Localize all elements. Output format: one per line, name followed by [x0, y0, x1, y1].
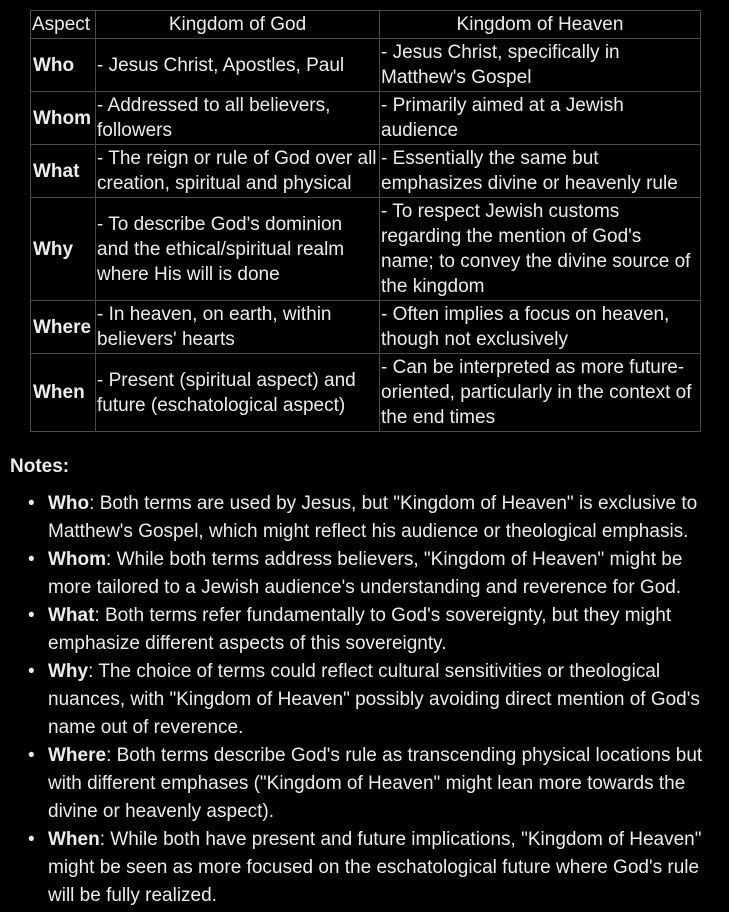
kingdom-of-heaven-cell: - Can be interpreted as more future-oriented, particularly in the context of the end times: [380, 354, 701, 432]
list-item: [28, 658, 722, 742]
note-text: : While both have present and future implications, "Kingdom of Heaven" might be seen as more focused on the eschatological future where God's rule will be fully realized.: [48, 829, 702, 906]
list-item: [28, 742, 722, 826]
bullet-icon: •: [28, 549, 35, 570]
table-row: [31, 39, 701, 92]
column-header-kingdom-of-god: Kingdom of God: [96, 11, 380, 39]
note-term: Who: [48, 493, 90, 514]
table-row: [31, 145, 701, 198]
note-text: : Both terms refer fundamentally to God's sovereignty, but they might emphasize different aspects of this sovereignty.: [48, 605, 672, 654]
kingdom-of-heaven-cell: - Jesus Christ, specifically in Matthew's Gospel: [380, 39, 701, 92]
note-term: Whom: [48, 549, 107, 570]
kingdom-of-god-cell: - To describe God's dominion and the ethical/spiritual realm where His will is done: [96, 198, 380, 301]
notes-list: [10, 490, 722, 910]
list-item: [28, 826, 722, 910]
bullet-icon: •: [28, 829, 35, 850]
aspect-cell: What: [31, 145, 96, 198]
column-header-aspect: Aspect: [31, 11, 96, 39]
kingdom-of-heaven-cell: - Primarily aimed at a Jewish audience: [380, 92, 701, 145]
table-header-row: [31, 11, 701, 39]
kingdom-of-god-cell: - In heaven, on earth, within believers' hearts: [96, 301, 380, 354]
note-term: Why: [48, 661, 89, 682]
notes-heading: Notes:: [10, 456, 70, 477]
table-body: [31, 39, 701, 432]
aspect-cell: Where: [31, 301, 96, 354]
column-header-kingdom-of-heaven: Kingdom of Heaven: [380, 11, 701, 39]
kingdom-of-heaven-cell: - To respect Jewish customs regarding the mention of God's name; to convey the divine source of the kingdom: [380, 198, 701, 301]
notes-section: [10, 453, 722, 910]
bullet-icon: •: [28, 661, 35, 682]
kingdom-of-heaven-cell: - Often implies a focus on heaven, though not exclusively: [380, 301, 701, 354]
comparison-table-container: [30, 10, 701, 432]
kingdom-of-heaven-cell: - Essentially the same but emphasizes divine or heavenly rule: [380, 145, 701, 198]
bullet-icon: •: [28, 605, 35, 626]
kingdom-of-god-cell: - The reign or rule of God over all creation, spiritual and physical: [96, 145, 380, 198]
kingdom-of-god-cell: - Present (spiritual aspect) and future (eschatological aspect): [96, 354, 380, 432]
table-row: [31, 354, 701, 432]
table-row: [31, 301, 701, 354]
note-text: : Both terms are used by Jesus, but "Kingdom of Heaven" is exclusive to Matthew's Gospel, which might reflect his audience or theological emphasis.: [48, 493, 698, 542]
note-text: : While both terms address believers, "Kingdom of Heaven" might be more tailored to a Jewish audience's understanding and reverence for God.: [48, 549, 683, 598]
kingdom-of-god-cell: - Addressed to all believers, followers: [96, 92, 380, 145]
kingdom-of-god-cell: - Jesus Christ, Apostles, Paul: [96, 39, 380, 92]
note-text: : Both terms describe God's rule as transcending physical locations but with different emphases ("Kingdom of Heaven" might lean more towards the divine or heavenly aspect).: [48, 745, 703, 822]
table-row: [31, 198, 701, 301]
note-term: When: [48, 829, 100, 850]
aspect-cell: Why: [31, 198, 96, 301]
bullet-icon: •: [28, 745, 35, 766]
aspect-cell: Whom: [31, 92, 96, 145]
bullet-icon: •: [28, 493, 35, 514]
list-item: [28, 490, 722, 546]
aspect-cell: Who: [31, 39, 96, 92]
aspect-cell: When: [31, 354, 96, 432]
list-item: [28, 602, 722, 658]
table-header: [31, 11, 701, 39]
comparison-table: [30, 10, 701, 432]
note-text: : The choice of terms could reflect cultural sensitivities or theological nuances, with "Kingdom of Heaven" possibly avoiding direct mention of God's name out of reverence.: [48, 661, 700, 738]
table-row: [31, 92, 701, 145]
note-term: What: [48, 605, 95, 626]
note-term: Where: [48, 745, 107, 766]
list-item: [28, 546, 722, 602]
